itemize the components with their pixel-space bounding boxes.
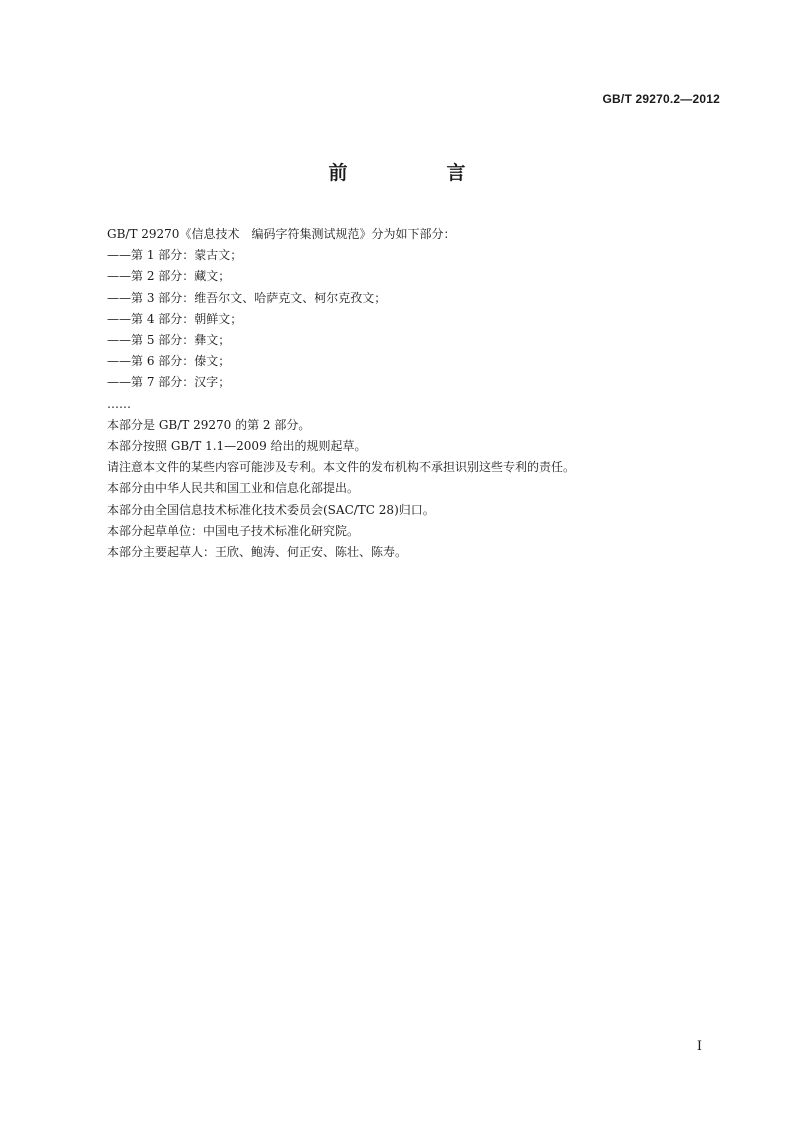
standard-code: GB/T 29270.2—2012 bbox=[602, 92, 720, 106]
page-title: 前 言 bbox=[328, 162, 506, 184]
part-item-2: ——第 2 部分：藏文； bbox=[107, 269, 231, 284]
body-text bbox=[107, 224, 707, 563]
intro-line: GB/T 29270《信息技术 编码字符集测试规范》分为如下部分： bbox=[107, 227, 456, 241]
paragraph-6: 本部分起草单位：中国电子技术标准化研究院。 bbox=[107, 523, 360, 538]
ellipsis-line: …… bbox=[107, 396, 131, 411]
paragraph-1: 本部分是 GB/T 29270 的第 2 部分。 bbox=[107, 417, 311, 432]
part-item-7: ——第 7 部分：汉字； bbox=[107, 375, 231, 390]
part-item-3: ——第 3 部分：维吾尔文、哈萨克文、柯尔克孜文； bbox=[107, 290, 387, 305]
paragraph-5: 本部分由全国信息技术标准化技术委员会(SAC/TC 28)归口。 bbox=[107, 502, 435, 517]
paragraph-4: 本部分由中华人民共和国工业和信息化部提出。 bbox=[107, 481, 360, 496]
part-item-6: ——第 6 部分：傣文； bbox=[107, 354, 231, 369]
part-item-5: ——第 5 部分：彝文； bbox=[107, 333, 231, 348]
paragraph-3: 请注意本文件的某些内容可能涉及专利。本文件的发布机构不承担识别这些专利的责任。 bbox=[107, 460, 576, 475]
part-item-4: ——第 4 部分：朝鲜文； bbox=[107, 311, 243, 326]
page-number: I bbox=[696, 1039, 702, 1054]
part-item-1: ——第 1 部分：蒙古文； bbox=[107, 248, 243, 263]
paragraph-7: 本部分主要起草人：王欣、鲍涛、何正安、陈壮、陈寿。 bbox=[107, 545, 408, 560]
paragraph-2: 本部分按照 GB/T 1.1—2009 给出的规则起草。 bbox=[107, 439, 367, 454]
